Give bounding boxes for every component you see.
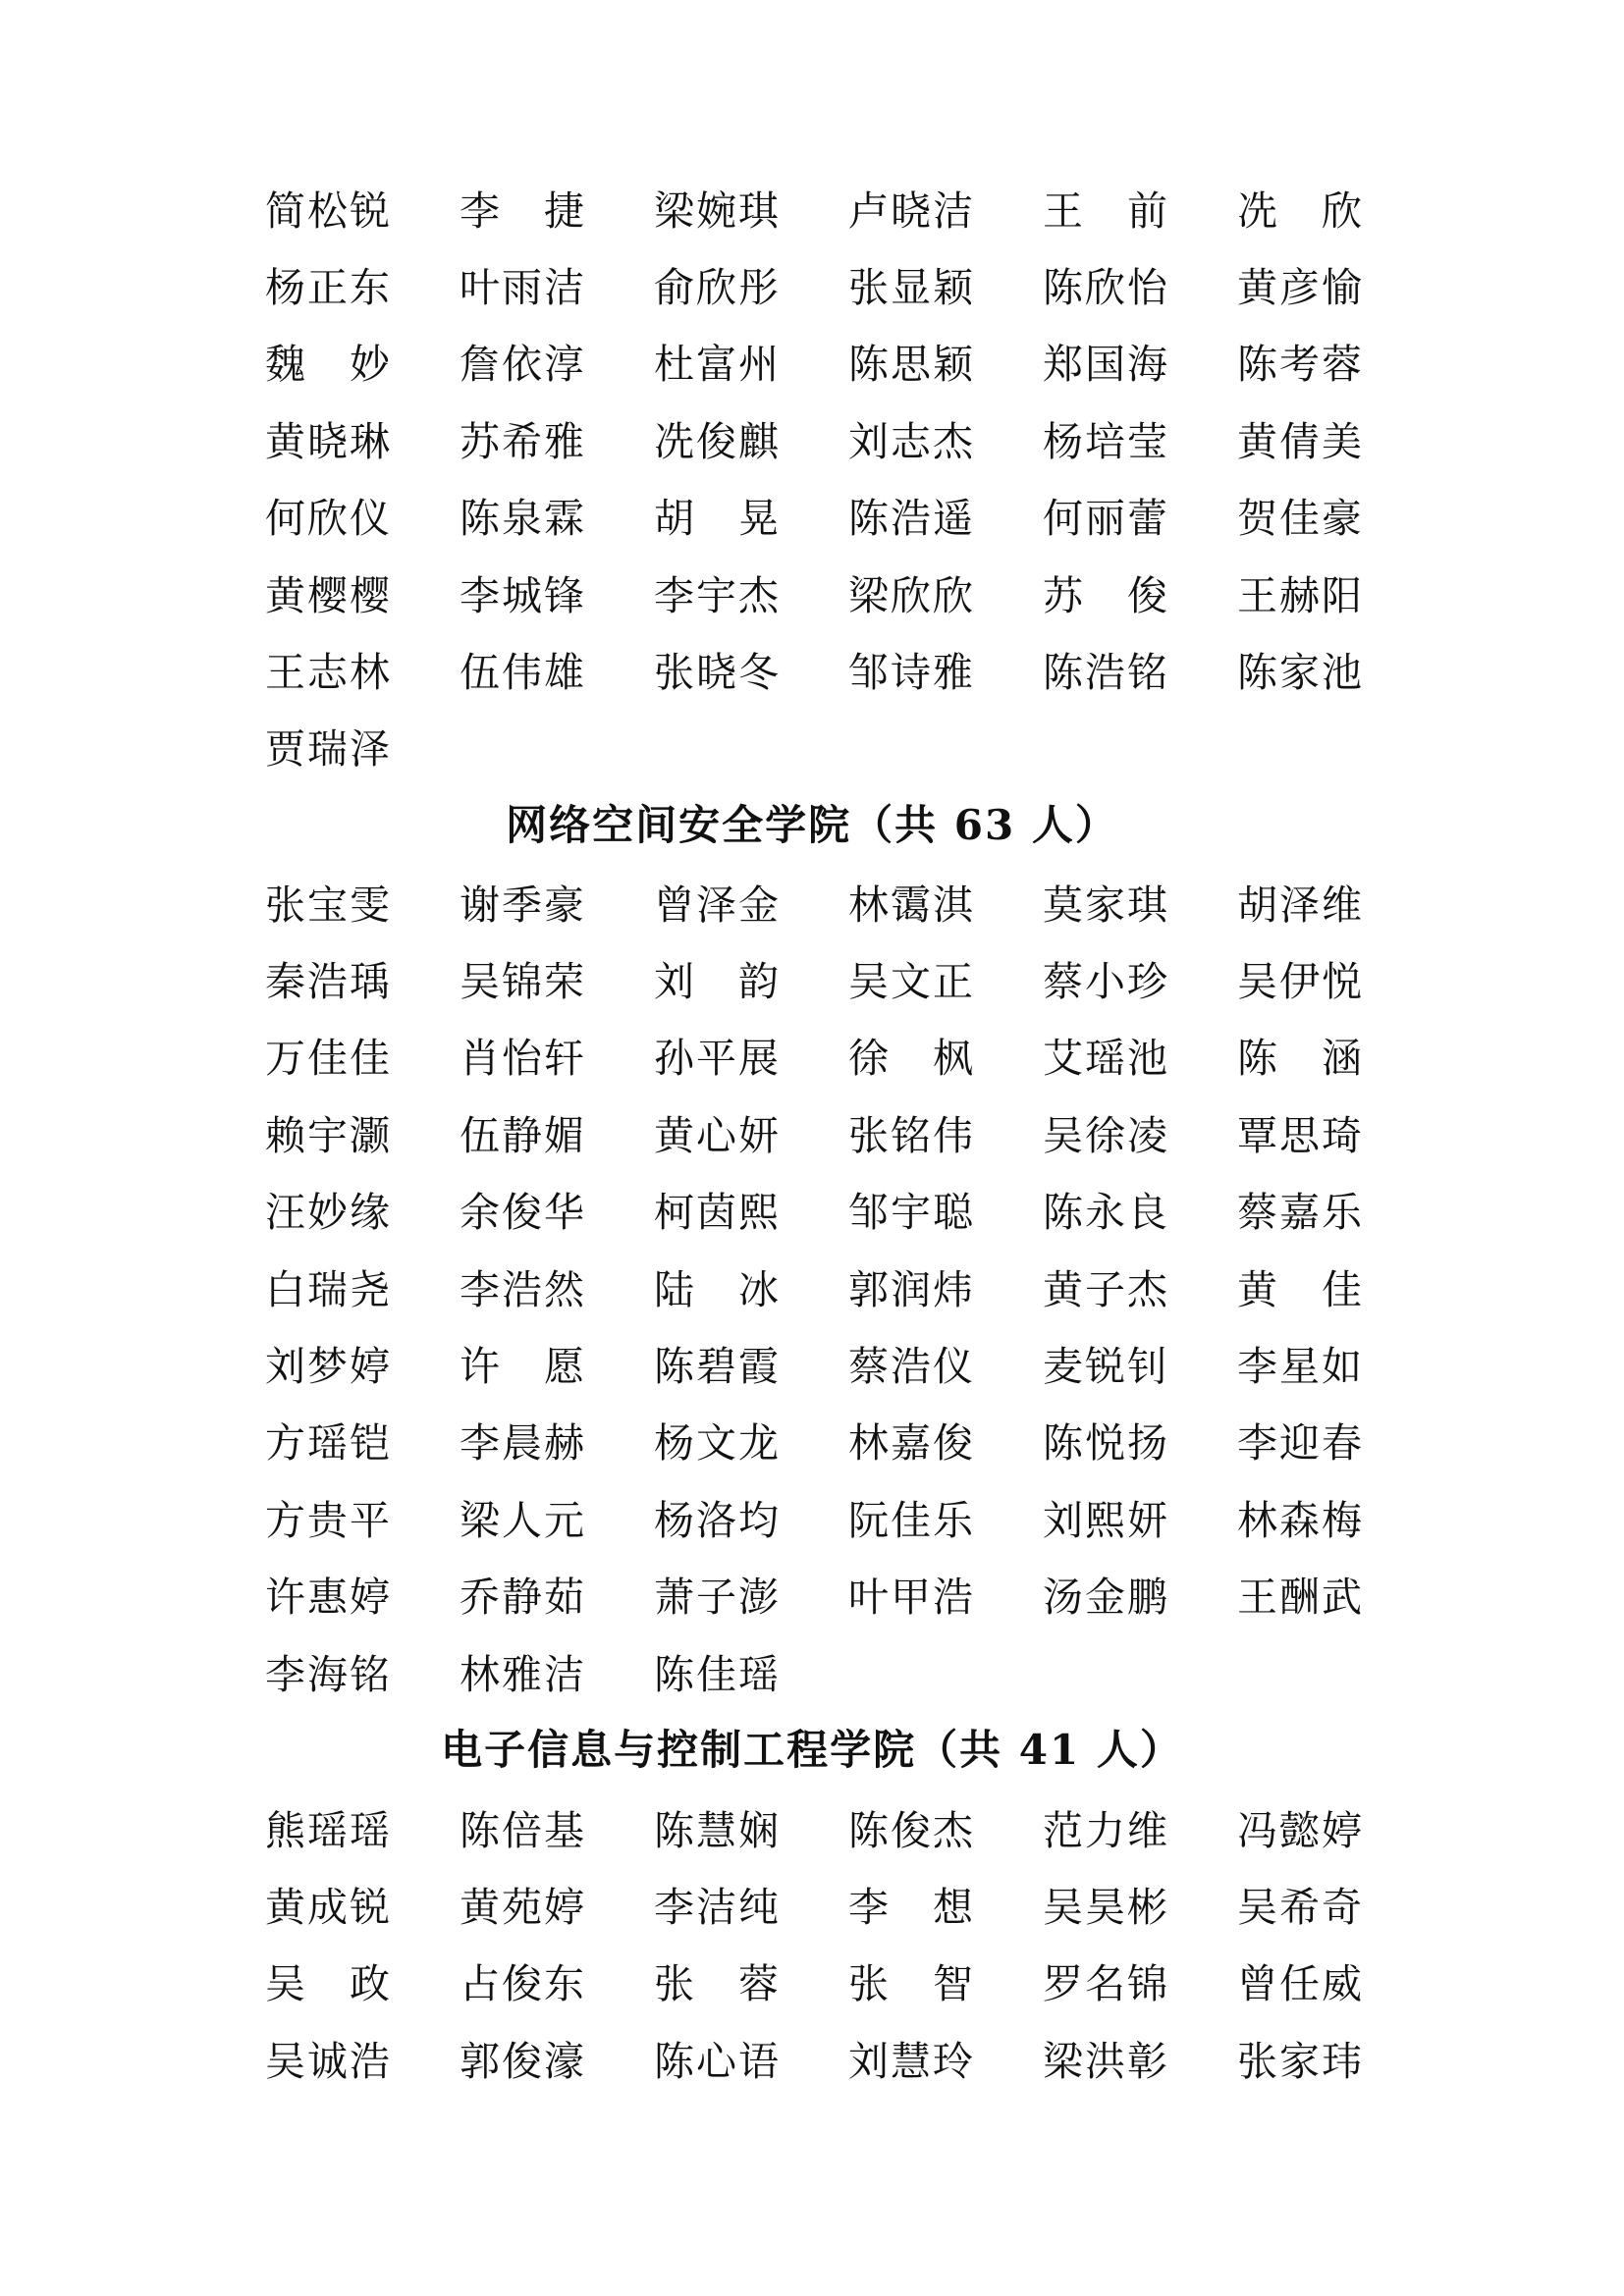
name-entry: 覃思琦 <box>1237 1111 1363 1159</box>
name-entry: 李海铭 <box>265 1650 391 1698</box>
name-entry: 艾瑶池 <box>1043 1035 1168 1083</box>
name-entry: 黄晓琳 <box>265 417 391 465</box>
name-entry: 杜富州 <box>654 341 780 389</box>
name-entry: 陈泉霖 <box>460 495 585 543</box>
name-entry: 李浩然 <box>460 1265 585 1313</box>
name-entry: 吴 政 <box>265 1960 391 2008</box>
name-entry: 贺佳豪 <box>1237 495 1363 543</box>
name-entry: 邹宇聪 <box>848 1189 974 1237</box>
name-entry: 杨培莹 <box>1043 417 1168 465</box>
name-entry: 黄成锐 <box>265 1884 391 1932</box>
name-entry: 叶甲浩 <box>848 1574 974 1622</box>
name-entry: 秦浩瑀 <box>265 958 391 1006</box>
name-entry: 刘志杰 <box>848 417 974 465</box>
name-entry: 吴希奇 <box>1237 1884 1363 1932</box>
name-entry: 罗名锦 <box>1043 1960 1168 2008</box>
name-entry: 李宇杰 <box>654 571 780 619</box>
name-entry: 何欣仪 <box>265 495 391 543</box>
name-entry: 吴诚浩 <box>265 2037 391 2085</box>
name-entry: 白瑞尧 <box>265 1265 391 1313</box>
name-entry: 麦锐钊 <box>1043 1343 1168 1391</box>
name-entry: 胡 晃 <box>654 495 780 543</box>
name-entry: 王酬武 <box>1237 1574 1363 1622</box>
name-entry: 苏希雅 <box>460 417 585 465</box>
name-entry: 林森梅 <box>1237 1496 1363 1544</box>
name-entry: 方贵平 <box>265 1496 391 1544</box>
name-entry: 魏 妙 <box>265 341 391 389</box>
name-entry: 陈家池 <box>1237 649 1363 697</box>
name-entry: 胡泽维 <box>1237 881 1363 929</box>
name-entry: 黄苑婷 <box>460 1884 585 1932</box>
name-entry: 占俊东 <box>460 1960 585 2008</box>
name-entry: 叶雨洁 <box>460 264 585 312</box>
name-entry: 张宝雯 <box>265 881 391 929</box>
name-entry: 郭润炜 <box>848 1265 974 1313</box>
name-entry: 陈永良 <box>1043 1189 1168 1237</box>
name-entry: 陈 涵 <box>1237 1035 1363 1083</box>
name-entry: 王赫阳 <box>1237 571 1363 619</box>
name-entry: 陈慧娴 <box>654 1806 780 1854</box>
name-entry: 许 愿 <box>460 1343 585 1391</box>
name-entry: 陈欣怡 <box>1043 264 1168 312</box>
name-grid <box>265 867 1384 1713</box>
name-entry: 曾任威 <box>1237 1960 1363 2008</box>
name-grid <box>265 1792 1384 2101</box>
name-entry: 陈倍基 <box>460 1806 585 1854</box>
name-entry: 吴伊悦 <box>1237 958 1363 1006</box>
name-entry: 熊瑶瑶 <box>265 1806 391 1854</box>
name-entry: 谢季豪 <box>460 881 585 929</box>
name-entry: 陆 冰 <box>654 1265 780 1313</box>
name-entry: 卢晓洁 <box>848 187 974 235</box>
name-entry: 黄心妍 <box>654 1111 780 1159</box>
name-entry: 陈悦扬 <box>1043 1419 1168 1468</box>
name-entry: 郭俊濠 <box>460 2037 585 2085</box>
name-entry: 赖宇灏 <box>265 1111 391 1159</box>
name-entry: 张铭伟 <box>848 1111 974 1159</box>
name-entry: 郑国海 <box>1043 341 1168 389</box>
name-entry: 梁欣欣 <box>848 571 974 619</box>
name-entry: 乔静茹 <box>460 1574 585 1622</box>
name-entry: 陈考蓉 <box>1237 341 1363 389</box>
name-entry: 冯懿婷 <box>1237 1806 1363 1854</box>
name-entry: 许惠婷 <box>265 1574 391 1622</box>
name-entry: 陈心语 <box>654 2037 780 2085</box>
name-entry: 王 前 <box>1043 187 1168 235</box>
name-entry: 莫家琪 <box>1043 881 1168 929</box>
name-entry: 杨洛均 <box>654 1496 780 1544</box>
name-entry: 俞欣彤 <box>654 264 780 312</box>
name-entry: 张 智 <box>848 1960 974 2008</box>
name-entry: 汤金鹏 <box>1043 1574 1168 1622</box>
name-entry: 李 捷 <box>460 187 585 235</box>
name-entry: 阮佳乐 <box>848 1496 974 1544</box>
name-entry: 蔡小珍 <box>1043 958 1168 1006</box>
name-entry: 贾瑞泽 <box>265 725 391 774</box>
name-entry: 张 蓉 <box>654 1960 780 2008</box>
name-entry: 孙平展 <box>654 1035 780 1083</box>
section-title-cyber-security: 网络空间安全学院（共 63 人） <box>506 801 1118 849</box>
section-electronic-info <box>265 1792 1384 2101</box>
name-entry: 陈佳瑶 <box>654 1650 780 1698</box>
name-entry: 方瑶铠 <box>265 1419 391 1468</box>
name-entry: 李洁纯 <box>654 1884 780 1932</box>
section-title-electronic-info: 电子信息与控制工程学院（共 41 人） <box>441 1726 1183 1774</box>
name-entry: 范力维 <box>1043 1806 1168 1854</box>
name-entry: 林霭淇 <box>848 881 974 929</box>
name-entry: 李城锋 <box>460 571 585 619</box>
name-entry: 刘熙妍 <box>1043 1496 1168 1544</box>
section-continuation <box>265 173 1384 788</box>
name-entry: 萧子澎 <box>654 1574 780 1622</box>
name-entry: 蔡嘉乐 <box>1237 1189 1363 1237</box>
name-entry: 梁人元 <box>460 1496 585 1544</box>
name-entry: 詹依淳 <box>460 341 585 389</box>
name-entry: 陈浩铭 <box>1043 649 1168 697</box>
name-entry: 梁洪彰 <box>1043 2037 1168 2085</box>
name-entry: 柯茵熙 <box>654 1189 780 1237</box>
name-entry: 吴昊彬 <box>1043 1884 1168 1932</box>
name-entry: 陈俊杰 <box>848 1806 974 1854</box>
name-entry: 万佳佳 <box>265 1035 391 1083</box>
name-entry: 伍静媚 <box>460 1111 585 1159</box>
name-entry: 张晓冬 <box>654 649 780 697</box>
name-entry: 张显颖 <box>848 264 974 312</box>
name-entry: 冼 欣 <box>1237 187 1363 235</box>
name-entry: 黄倩美 <box>1237 417 1363 465</box>
name-entry: 肖怡轩 <box>460 1035 585 1083</box>
name-entry: 曾泽金 <box>654 881 780 929</box>
name-entry: 梁婉琪 <box>654 187 780 235</box>
name-entry: 陈浩遥 <box>848 495 974 543</box>
name-entry: 林雅洁 <box>460 1650 585 1698</box>
name-entry: 黄 佳 <box>1237 1265 1363 1313</box>
name-entry: 徐 枫 <box>848 1035 974 1083</box>
name-entry: 李迎春 <box>1237 1419 1363 1468</box>
name-entry: 吴锦荣 <box>460 958 585 1006</box>
name-entry: 余俊华 <box>460 1189 585 1237</box>
name-entry: 李 想 <box>848 1884 974 1932</box>
name-entry: 简松锐 <box>265 187 391 235</box>
name-entry: 刘梦婷 <box>265 1343 391 1391</box>
name-entry: 邹诗雅 <box>848 649 974 697</box>
name-entry: 刘 韵 <box>654 958 780 1006</box>
name-entry: 伍伟雄 <box>460 649 585 697</box>
name-entry: 张家玮 <box>1237 2037 1363 2085</box>
name-entry: 王志林 <box>265 649 391 697</box>
name-entry: 林嘉俊 <box>848 1419 974 1468</box>
name-entry: 冼俊麒 <box>654 417 780 465</box>
name-entry: 陈思颖 <box>848 341 974 389</box>
name-entry: 黄樱樱 <box>265 571 391 619</box>
name-entry: 杨正东 <box>265 264 391 312</box>
name-entry: 黄彦愉 <box>1237 264 1363 312</box>
name-entry: 刘慧玲 <box>848 2037 974 2085</box>
name-entry: 苏 俊 <box>1043 571 1168 619</box>
name-entry: 李星如 <box>1237 1343 1363 1391</box>
section-cyber-security <box>265 867 1384 1713</box>
name-entry: 陈碧霞 <box>654 1343 780 1391</box>
name-entry: 杨文龙 <box>654 1419 780 1468</box>
name-entry: 吴文正 <box>848 958 974 1006</box>
name-entry: 吴徐凌 <box>1043 1111 1168 1159</box>
name-entry: 何丽蕾 <box>1043 495 1168 543</box>
name-entry: 黄子杰 <box>1043 1265 1168 1313</box>
name-entry: 李晨赫 <box>460 1419 585 1468</box>
name-entry: 汪妙缘 <box>265 1189 391 1237</box>
name-entry: 蔡浩仪 <box>848 1343 974 1391</box>
name-grid <box>265 173 1384 788</box>
